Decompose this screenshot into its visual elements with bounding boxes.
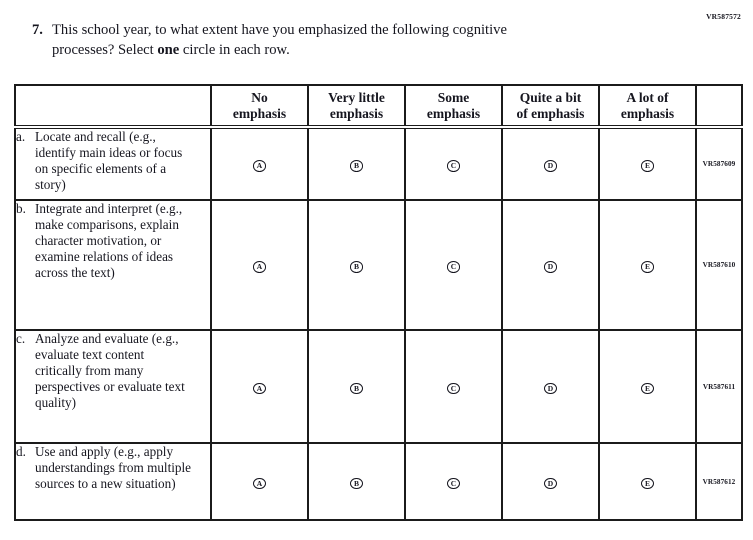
row-c-code: VR587611 <box>696 330 742 443</box>
header-line: Quite a bit <box>519 89 582 105</box>
row-letter: b. <box>16 201 26 216</box>
cell-c-very-little <box>308 330 405 443</box>
answer-circle-a-b[interactable]: B <box>350 160 363 172</box>
row-letter: a. <box>16 129 26 144</box>
cell-b-no-emphasis <box>211 200 308 330</box>
question-line2-bold: one <box>157 42 180 59</box>
table-row-a <box>15 127 742 200</box>
row-label-text: Analyze and evaluate (e.g., evaluate text content critically from many perspectives or evaluate text quality) <box>35 331 185 411</box>
table-row-d <box>15 443 742 520</box>
answer-circle-b-e[interactable]: E <box>641 261 654 273</box>
header-line: No <box>251 89 268 105</box>
cell-c-some <box>405 330 502 443</box>
column-header-a-lot-of-emphasis <box>599 85 696 127</box>
question-block <box>32 20 507 60</box>
cell-a-no-emphasis <box>211 127 308 200</box>
column-header-some-emphasis <box>405 85 502 127</box>
cell-b-quite-a-bit <box>502 200 599 330</box>
cell-a-quite-a-bit <box>502 127 599 200</box>
answer-circle-b-d[interactable]: D <box>544 261 557 273</box>
row-label-text: Integrate and interpret (e.g., make comparisons, explain character motivation, or examine relations of ideas across the text) <box>35 201 183 281</box>
question-number: 7. <box>32 22 43 38</box>
header-line: of emphasis <box>516 105 585 121</box>
row-a-code: VR587609 <box>696 127 742 200</box>
column-header-quite-a-bit-of-emphasis <box>502 85 599 127</box>
row-b-code: VR587610 <box>696 200 742 330</box>
header-line: emphasis <box>426 105 481 121</box>
row-b-label <box>15 200 211 330</box>
header-line: emphasis <box>232 105 287 121</box>
answer-circle-a-c[interactable]: C <box>447 160 460 172</box>
question-line1: This school year, to what extent have you emphasized the following cognitive <box>52 22 507 38</box>
cell-c-a-lot <box>599 330 696 443</box>
row-a-label <box>15 127 211 200</box>
header-line: emphasis <box>620 105 675 121</box>
row-letter: d. <box>16 444 26 459</box>
emphasis-matrix-table <box>14 84 743 521</box>
question-line2-before: processes? Select <box>52 42 154 59</box>
answer-circle-d-c[interactable]: C <box>447 478 460 490</box>
cell-d-quite-a-bit <box>502 443 599 520</box>
header-code-cell <box>696 85 742 127</box>
answer-circle-d-d[interactable]: D <box>544 478 557 490</box>
cell-d-very-little <box>308 443 405 520</box>
header-row <box>15 85 742 127</box>
row-label-text: Locate and recall (e.g., identify main ideas or focus on specific elements of a story) <box>35 129 183 193</box>
row-letter: c. <box>16 331 26 346</box>
question-text <box>52 20 507 60</box>
answer-circle-b-a[interactable]: A <box>253 261 266 273</box>
answer-circle-c-a[interactable]: A <box>253 383 266 395</box>
cell-a-very-little <box>308 127 405 200</box>
row-label-text: Use and apply (e.g., apply understandings from multiple sources to a new situation) <box>35 444 192 492</box>
cell-b-some <box>405 200 502 330</box>
cell-b-a-lot <box>599 200 696 330</box>
answer-circle-c-c[interactable]: C <box>447 383 460 395</box>
header-blank-cell <box>15 85 211 127</box>
page-code: VR587572 <box>706 12 741 21</box>
answer-circle-d-b[interactable]: B <box>350 478 363 490</box>
header-line: A lot of <box>626 89 669 105</box>
question-line2-after: circle in each row. <box>182 42 290 59</box>
answer-circle-c-b[interactable]: B <box>350 383 363 395</box>
header-line: emphasis <box>329 105 384 121</box>
column-header-very-little-emphasis <box>308 85 405 127</box>
header-line: Some <box>437 89 470 105</box>
answer-circle-d-a[interactable]: A <box>253 478 266 490</box>
answer-circle-c-e[interactable]: E <box>641 383 654 395</box>
answer-circle-d-e[interactable]: E <box>641 478 654 490</box>
row-d-code: VR587612 <box>696 443 742 520</box>
answer-circle-a-a[interactable]: A <box>253 160 266 172</box>
cell-d-no-emphasis <box>211 443 308 520</box>
answer-circle-b-b[interactable]: B <box>350 261 363 273</box>
row-d-label <box>15 443 211 520</box>
answer-circle-b-c[interactable]: C <box>447 261 460 273</box>
answer-circle-a-e[interactable]: E <box>641 160 654 172</box>
cell-a-a-lot <box>599 127 696 200</box>
answer-circle-c-d[interactable]: D <box>544 383 557 395</box>
cell-d-some <box>405 443 502 520</box>
cell-c-quite-a-bit <box>502 330 599 443</box>
header-line: Very little <box>328 89 385 105</box>
cell-c-no-emphasis <box>211 330 308 443</box>
cell-d-a-lot <box>599 443 696 520</box>
answer-circle-a-d[interactable]: D <box>544 160 557 172</box>
table-row-b <box>15 200 742 330</box>
question-line2 <box>52 40 507 60</box>
cell-b-very-little <box>308 200 405 330</box>
column-header-no-emphasis <box>211 85 308 127</box>
table-row-c <box>15 330 742 443</box>
row-c-label <box>15 330 211 443</box>
cell-a-some <box>405 127 502 200</box>
